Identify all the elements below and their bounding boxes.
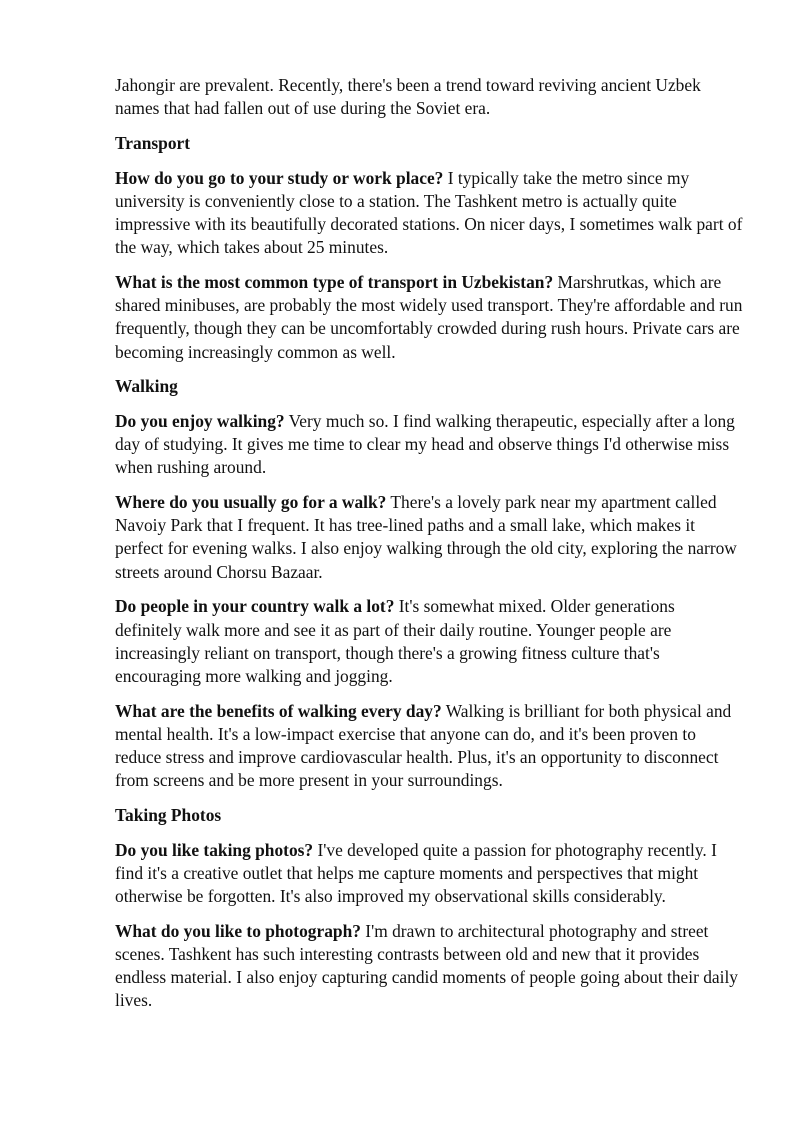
question-text: Do you enjoy walking? [115,410,285,431]
qa-paragraph [115,920,745,1013]
qa-paragraph [115,167,745,260]
section-heading-taking-photos: Taking Photos [115,804,222,825]
question-text: Where do you usually go for a walk? [115,492,387,513]
question-text: Do people in your country walk a lot? [115,596,395,617]
question-text: What are the benefits of walking every day? [115,700,442,721]
section-heading-walking: Walking [115,376,178,397]
question-text: What is the most common type of transport in Uzbekistan? [115,271,554,292]
qa-paragraph [115,491,745,584]
answer-text: I've developed quite a passion for photography recently. I find it's a creative outlet that helps me capture moments and perspectives that might otherwise be forgotten. It's also improved my observational skills considerably. [115,839,717,907]
question-text: What do you like to photograph? [115,920,361,941]
document-page [115,74,745,1024]
answer-text: I typically take the metro since my university is conveniently close to a station. The Tashkent metro is actually quite impressive with its beautifully decorated stations. On nicer days, I sometimes walk part of the way, which takes about 25 minutes. [115,167,743,258]
answer-text: It's somewhat mixed. Older generations definitely walk more and see it as part of their daily routine. Younger people are increasingly reliant on transport, though there's a growing fitness culture that's encouraging more walking and jogging. [115,596,675,686]
answer-text: I'm drawn to architectural photography and street scenes. Tashkent has such interesting contrasts between old and new that it provides endless material. I also enjoy capturing candid moments of people going about their daily lives. [115,920,738,1011]
answer-text: Marshrutkas, which are shared minibuses, are probably the most widely used transport. They're affordable and run frequently, though they can be uncomfortably crowded during rush hours. Private cars are becoming increasingly common as well. [115,271,743,362]
intro-paragraph: Jahongir are prevalent. Recently, there's been a trend toward reviving ancient Uzbek names that had fallen out of use during the Soviet era. [115,75,701,119]
section-heading-transport: Transport [115,132,191,153]
qa-paragraph [115,595,745,688]
answer-text: Walking is brilliant for both physical and mental health. It's a low-impact exercise that anyone can do, and it's been proven to reduce stress and improve cardiovascular health. Plus, it's an opportunity to disconnect from screens and be more present in your surroundings. [115,700,732,791]
answer-text: There's a lovely park near my apartment called Navoiy Park that I frequent. It has tree-lined paths and a small lake, which makes it perfect for evening walks. I also enjoy walking through the old city, exploring the narrow streets around Chorsu Bazaar. [115,492,737,582]
qa-paragraph [115,700,745,793]
answer-text: Very much so. I find walking therapeutic, especially after a long day of studying. It gives me time to clear my head and observe things I'd otherwise miss when rushing around. [115,410,735,478]
question-text: How do you go to your study or work place? [115,167,444,188]
question-text: Do you like taking photos? [115,839,314,860]
qa-paragraph [115,271,745,364]
qa-paragraph [115,410,745,480]
qa-paragraph [115,839,745,909]
